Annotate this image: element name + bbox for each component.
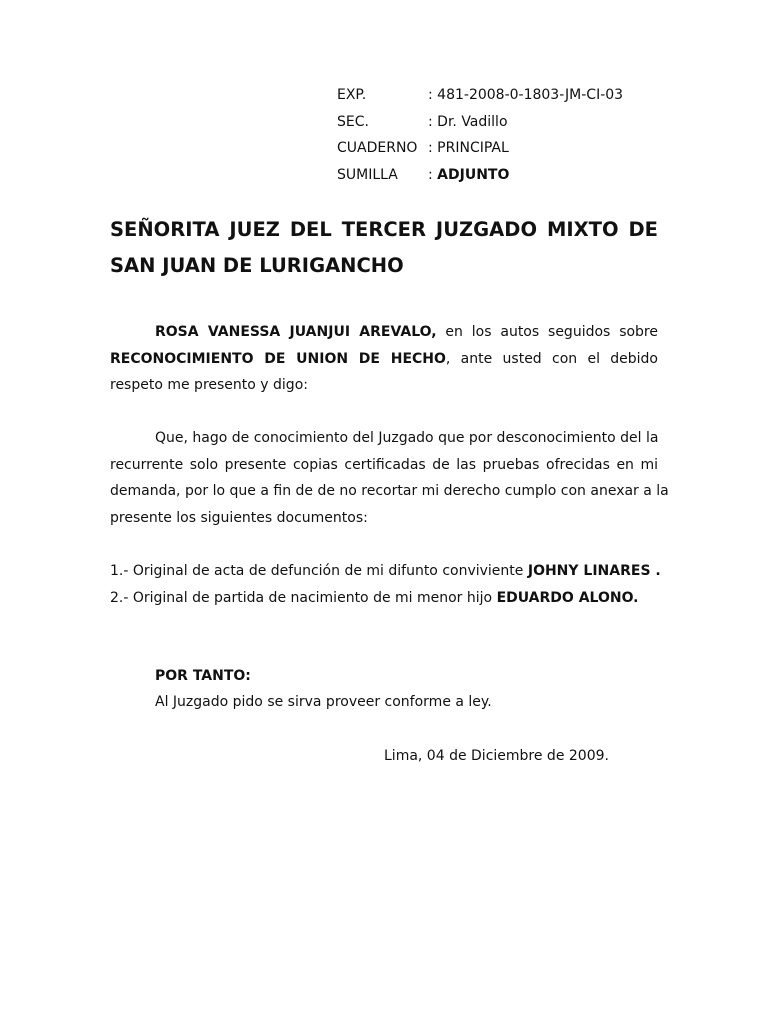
list-item-text: 1.- Original de acta de defunción de mi difunto conviviente <box>110 563 528 579</box>
body-line-3: demanda, por lo que a fin de de no recortar mi derecho cumplo con anexar a la <box>110 483 669 500</box>
intro-line-3: respeto me presento y digo: <box>110 377 308 394</box>
body-paragraph <box>110 425 669 532</box>
intro-line-2 <box>110 346 658 373</box>
title-line-2: SAN JUAN DE LURIGANCHO <box>110 254 404 277</box>
case-matter: RECONOCIMIENTO DE UNION DE HECHO <box>110 350 446 367</box>
header-sumilla-row <box>337 165 509 185</box>
cuaderno-label: CUADERNO <box>337 140 418 156</box>
sumilla-value: ADJUNTO <box>437 167 510 183</box>
petitioner-name: ROSA VANESSA JUANJUI AREVALO, <box>155 324 437 340</box>
sec-value: : Dr. Vadillo <box>428 114 508 130</box>
exp-value: : 481-2008-0-1803-JM-CI-03 <box>428 87 624 103</box>
title-line-1: SEÑORITA JUEZ DEL TERCER JUZGADO MIXTO DE <box>110 218 658 241</box>
body-line-2: recurrente solo presente copias certificadas de las pruebas ofrecidas en mi <box>110 456 658 473</box>
list-item-text: 2.- Original de partida de nacimiento de mi menor hijo <box>110 589 497 606</box>
attachments-list <box>110 558 661 611</box>
intro-line-1-rest: en los autos seguidos sobre <box>436 324 658 340</box>
intro-line-2-rest: , ante usted con el debido <box>445 350 658 367</box>
body-line-4: presente los siguientes documentos: <box>110 510 368 527</box>
header-sec-row <box>337 112 508 132</box>
document-date: Lima, 04 de Diciembre de 2009. <box>384 748 609 764</box>
intro-paragraph <box>110 319 658 399</box>
document-title <box>110 212 658 284</box>
body-line-1: Que, hago de conocimiento del Juzgado que por desconocimiento del la <box>155 430 659 446</box>
sec-label: SEC. <box>337 114 369 130</box>
closing-request: Al Juzgado pido se sirva proveer conforme a ley. <box>155 694 492 710</box>
header-exp-row <box>337 85 623 105</box>
header-cuaderno-row <box>337 138 509 158</box>
sumilla-label: SUMILLA <box>337 167 398 183</box>
list-item-bold: JOHNY LINARES . <box>527 563 661 579</box>
list-item <box>110 558 661 585</box>
por-tanto-heading: POR TANTO: <box>155 668 251 684</box>
intro-line-1 <box>110 319 658 346</box>
list-item-bold: EDUARDO ALONO. <box>496 589 639 606</box>
exp-label: EXP. <box>337 87 367 103</box>
list-item <box>110 585 658 612</box>
sumilla-colon: : <box>428 167 438 183</box>
cuaderno-value: : PRINCIPAL <box>428 140 509 156</box>
